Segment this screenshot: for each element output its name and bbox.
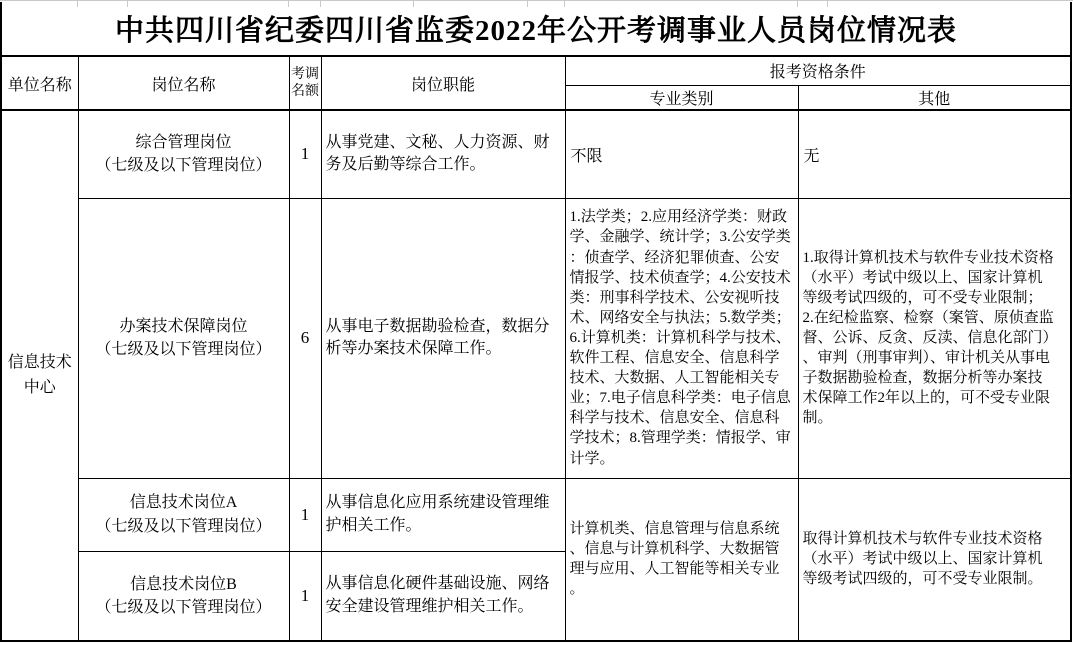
position-name: 综合管理岗位 (135, 134, 232, 152)
col-header-quota-line2: 名额 (291, 84, 319, 99)
cell-function: 从事信息化应用系统建设管理维护相关工作。 (321, 478, 565, 551)
cell-quota: 1 (289, 110, 321, 198)
spreadsheet-gridline (0, 0, 1073, 1)
position-name: 信息技术岗位B (130, 575, 237, 593)
cell-function: 从事信息化硬件基础设施、网络安全建设管理维护相关工作。 (321, 551, 565, 641)
cell-quota: 6 (289, 198, 321, 478)
cell-other-merged: 取得计算机技术与软件专业技术资格（水平）考试中级以上、国家计算机等级考试四级的，可不受专业限制。 (798, 478, 1071, 641)
cell-major-merged: 计算机类、信息管理与信息系统、信息与计算机科学、大数据管理与应用、人工智能等相关专业。 (565, 478, 798, 641)
position-grade: （七级及以下管理岗位） (95, 598, 272, 616)
col-header-quota-line1: 考调 (291, 66, 319, 82)
cell-position (78, 198, 289, 478)
col-header-position: 岗位名称 (78, 56, 289, 110)
position-grade: （七级及以下管理岗位） (95, 517, 272, 535)
cell-position (78, 478, 289, 551)
other-condition-1: 1.取得计算机技术与软件专业技术资格（水平）考试中级以上、国家计算机等级考试四级的，可不受专业限制； (802, 249, 1054, 306)
cell-position (78, 551, 289, 641)
position-grade: （七级及以下管理岗位） (95, 341, 272, 358)
cell-function: 从事电子数据勘验检查，数据分析等办案技术保障工作。 (321, 198, 565, 478)
col-header-quota (289, 56, 321, 110)
col-header-other: 其他 (798, 85, 1071, 110)
position-name: 信息技术岗位A (129, 494, 238, 512)
cell-unit-name: 信息技术中心 (1, 110, 78, 641)
position-name: 办案技术保障岗位 (119, 317, 248, 335)
cell-major: 不限 (565, 110, 798, 198)
cell-quota: 1 (289, 551, 321, 641)
col-header-major: 专业类别 (565, 85, 798, 110)
cell-position (78, 110, 289, 198)
cell-other (798, 198, 1071, 478)
cell-other: 无 (798, 110, 1071, 198)
col-header-unit: 单位名称 (1, 56, 78, 110)
table-title: 中共四川省纪委四川省监委2022年公开考调事业人员岗位情况表 (1, 2, 1071, 56)
col-header-function: 岗位职能 (321, 56, 565, 110)
cell-major: 1.法学类；2.应用经济学类：财政学、金融学、统计学；3.公安学类：侦查学、经济犯罪侦查、公安情报学、技术侦查学；4.公安技术类：刑事科学技术、公安视听技术、网络安全与执法；5.数学类；6.计算机类：计算机科学与技术、软件工程、信息安全、信息科学技术、大数据、人工智能相关专业；7.电子信息科学类：电子信息科学与技术、信息安全、信息科学技术；8.管理学类：情报学、审计学。 (565, 198, 798, 478)
cell-function: 从事党建、文秘、人力资源、财务及后勤等综合工作。 (321, 110, 565, 198)
position-table (0, 2, 1072, 642)
cell-quota: 1 (289, 478, 321, 551)
position-grade: （七级及以下管理岗位） (95, 157, 272, 175)
col-header-qualification: 报考资格条件 (565, 56, 1071, 85)
other-condition-2: 2.在纪检监察、检察（案管、原侦查监督、公诉、反贪、反渎、信息化部门）、审判（刑事审判）、审计机关从事电子数据勘验检查，数据分析等办案技术保障工作2年以上的，可不受专业限制。 (802, 309, 1054, 427)
